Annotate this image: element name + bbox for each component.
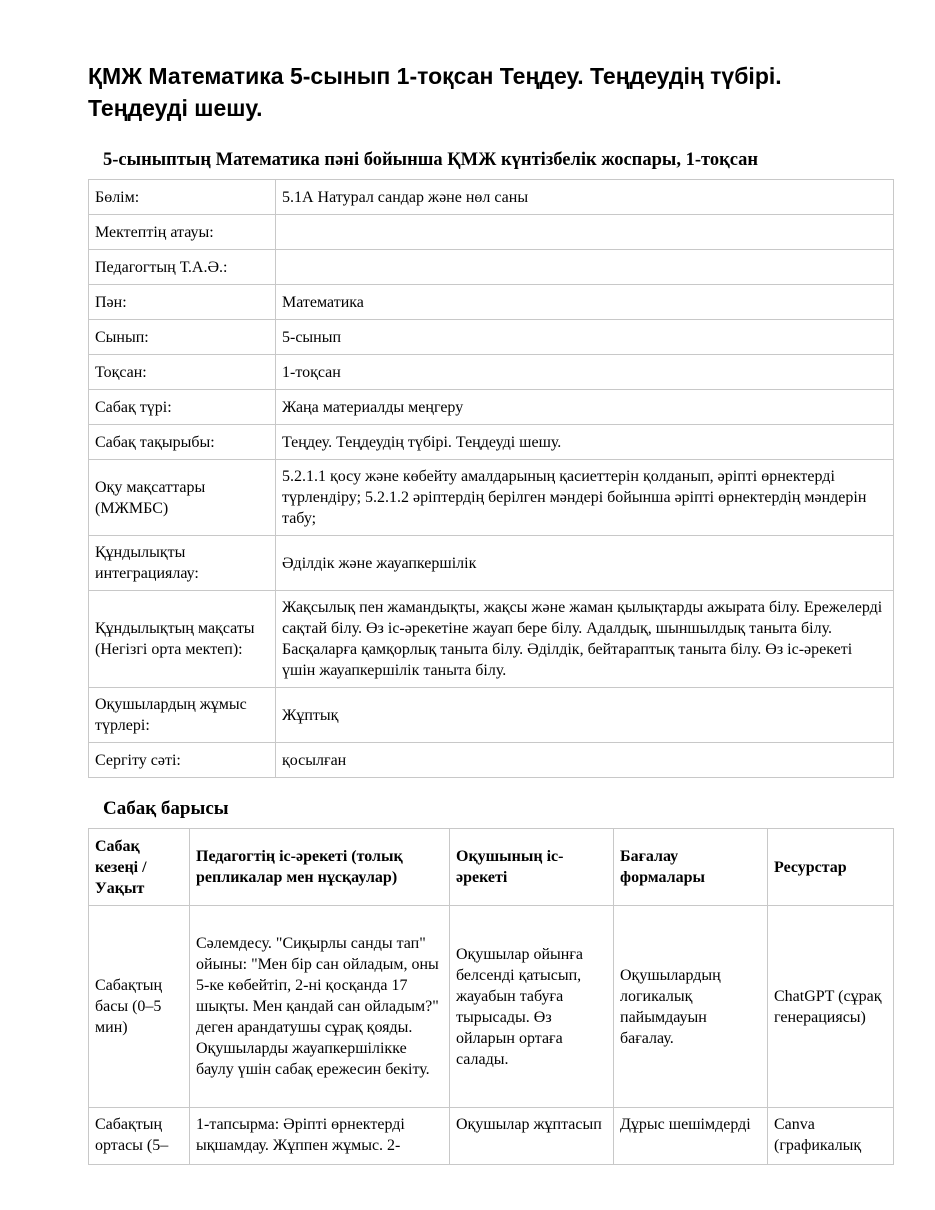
info-row-school xyxy=(89,215,894,250)
info-value: 5-сынып xyxy=(276,320,894,355)
info-value xyxy=(276,250,894,285)
info-label: Мектептің атауы: xyxy=(89,215,276,250)
info-row-teacher xyxy=(89,250,894,285)
student-activity-cell: Оқушылар жұптасып xyxy=(450,1108,614,1165)
teacher-activity-cell: Сәлемдесу. "Сиқырлы санды тап" ойыны: "Мен бір сан ойладым, оны 5-ке көбейтіп, 2-ні қосқанда 17 шықты. Мен қандай сан ойладым?" деген арандатушы сұрақ қояды. Оқушыларды жауапкершілікке баулу үшін сабақ ережесин бекіту. xyxy=(190,906,450,1108)
info-row-subject xyxy=(89,285,894,320)
table-row xyxy=(89,906,894,1108)
header-stage: Сабақ кезеңі / Уақыт xyxy=(89,829,190,906)
info-row-section xyxy=(89,180,894,215)
student-activity-cell: Оқушылар ойынға белсенді қатысып, жауабын табуға тырысады. Өз ойларын ортаға салады. xyxy=(450,906,614,1108)
info-value: 1-тоқсан xyxy=(276,355,894,390)
info-row-lesson-topic xyxy=(89,425,894,460)
info-value xyxy=(276,215,894,250)
header-teacher-activity: Педагогтің іс-әрекеті (толық репликалар мен нұсқаулар) xyxy=(190,829,450,906)
header-student-activity: Оқушының іс-әрекеті xyxy=(450,829,614,906)
info-row-grade xyxy=(89,320,894,355)
lesson-table-header-row xyxy=(89,829,894,906)
header-assessment: Бағалау формалары xyxy=(614,829,768,906)
info-value: Жұптық xyxy=(276,688,894,743)
info-row-work-types xyxy=(89,688,894,743)
info-value: Теңдеу. Теңдеудің түбірі. Теңдеуді шешу. xyxy=(276,425,894,460)
stage-cell: Сабақтың басы (0–5 мин) xyxy=(89,906,190,1108)
info-row-refreshment xyxy=(89,743,894,778)
info-value: Әділдік және жауапкершілік xyxy=(276,536,894,591)
header-resources: Ресурстар xyxy=(768,829,894,906)
info-row-value-integration xyxy=(89,536,894,591)
stage-cell: Сабақтың ортасы (5– xyxy=(89,1108,190,1165)
info-label: Құндылықты интеграциялау: xyxy=(89,536,276,591)
lesson-progress-table xyxy=(88,828,894,1165)
resources-cell: Canva (графикалық xyxy=(768,1108,894,1165)
assessment-cell: Оқушылардың логикалық пайымдауын бағалау. xyxy=(614,906,768,1108)
table-row xyxy=(89,1108,894,1165)
info-row-lesson-type xyxy=(89,390,894,425)
info-value: Жақсылық пен жамандықты, жақсы және жаман қылықтарды ажырата білу. Ережелерді сақтай білу. Өз іс-әрекетіне жауап бере білу. Адалдық, шыншылдық таныта білу. Басқаларға қамқорлық таныта білу. Әділдік, бейтараптық таныта білу. Өз іс-әрекеті үшін жауапкершілік таныта білу. xyxy=(276,591,894,688)
info-label: Сабақ тақырыбы: xyxy=(89,425,276,460)
info-row-quarter xyxy=(89,355,894,390)
info-row-value-goal xyxy=(89,591,894,688)
info-value: Математика xyxy=(276,285,894,320)
resources-cell: ChatGPT (сұрақ генерациясы) xyxy=(768,906,894,1108)
info-label: Бөлім: xyxy=(89,180,276,215)
lesson-info-table xyxy=(88,179,894,778)
document-title: ҚМЖ Математика 5-сынып 1-тоқсан Теңдеу. Теңдеудің түбірі. Теңдеуді шешу. xyxy=(88,63,782,121)
info-label: Пән: xyxy=(89,285,276,320)
info-value: 5.1А Натурал сандар және нөл саны xyxy=(276,180,894,215)
info-label: Құндылықтың мақсаты (Негізгі орта мектеп): xyxy=(89,591,276,688)
info-label: Тоқсан: xyxy=(89,355,276,390)
info-value: 5.2.1.1 қосу және көбейту амалдарының қасиеттерін қолданып, әріпті өрнектерді түрлендіру; 5.2.1.2 әріптердің берілген мәндері бойынша әріпті өрнектердің мәндерін табу; xyxy=(276,460,894,536)
info-label: Сергіту сәті: xyxy=(89,743,276,778)
info-label: Педагогтың Т.А.Ә.: xyxy=(89,250,276,285)
info-label: Сынып: xyxy=(89,320,276,355)
teacher-activity-cell: 1-тапсырма: Әріпті өрнектерді ықшамдау. Жұппен жұмыс. 2- xyxy=(190,1108,450,1165)
info-row-learning-objectives xyxy=(89,460,894,536)
info-label: Сабақ түрі: xyxy=(89,390,276,425)
info-label: Оқушылардың жұмыс түрлері: xyxy=(89,688,276,743)
info-value: қосылған xyxy=(276,743,894,778)
lesson-progress-heading: Сабақ барысы xyxy=(103,798,229,819)
assessment-cell: Дұрыс шешімдерді xyxy=(614,1108,768,1165)
info-value: Жаңа материалды меңгеру xyxy=(276,390,894,425)
info-label: Оқу мақсаттары (МЖМБС) xyxy=(89,460,276,536)
document-subtitle: 5-сыныптың Математика пәні бойынша ҚМЖ күнтізбелік жоспары, 1-тоқсан xyxy=(103,150,759,170)
lesson-table-viewport xyxy=(88,828,894,1165)
